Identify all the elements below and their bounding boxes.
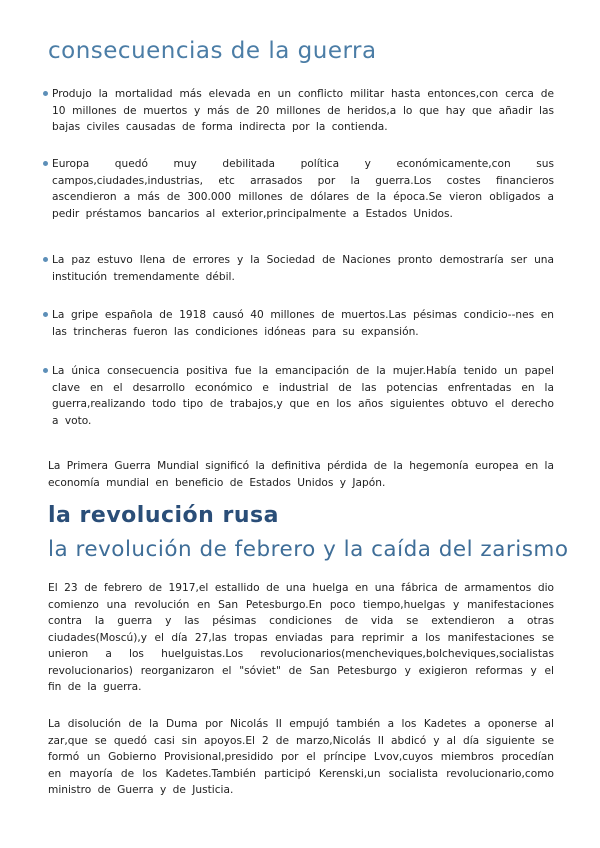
closing-paragraph: La Primera Guerra Mundial significó la definitiva pérdida de la hegemonía europea en la economía mundial en beneficio de Estados Unidos y Japón. bbox=[48, 460, 554, 489]
bullet-dot-icon bbox=[43, 257, 48, 262]
bullet-dot-icon bbox=[43, 91, 48, 96]
section-subtitle-febrero: la revolución de febrero y la caída del zarismo bbox=[48, 537, 569, 562]
bullet-item bbox=[48, 363, 554, 429]
bullet-text: Produjo la mortalidad más elevada en un conflicto militar hasta entonces,con cerca de 10 millones de muertos y más de 20 millones de heridos,a lo que hay que añadir las bajas civiles causadas de forma indirecta por la contienda. bbox=[52, 88, 554, 133]
body-paragraph: El 23 de febrero de 1917,el estallido de una huelga en una fábrica de armamentos dio comienzo una revolución en San Petesburgo.En poco tiempo,huelgas y manifestaciones contra la guerra y las pésimas condiciones de vida se extendieron a otras ciudades(Moscú),y el día 27,las tropas enviadas para reprimir a los manifestaciones se unieron a los huelguistas.Los revolucionarios(mencheviques,bolcheviques,socialistas revolucionarios) reorganizaron el "sóviet" de San Petesburgo y exigieron reformas y el fin de la guerra. bbox=[48, 582, 554, 693]
bullet-text: Europa quedó muy debilitada política y económicamente,con sus campos,ciudades,industrias, etc arrasados por la guerra.Los costes financieros ascendieron a más de 300.000 millones de dólares de la época.Se vieron obligados a pedir préstamos bancarios al exterior,principalmente a Estados Unidos. bbox=[52, 158, 554, 220]
bullet-text: La gripe española de 1918 causó 40 millones de muertos.Las pésimas condicio--nes en las trincheras fueron las condiciones idóneas para su expansión. bbox=[52, 309, 554, 338]
bullet-item bbox=[48, 86, 554, 136]
bullet-item bbox=[48, 156, 554, 222]
bullet-text: La paz estuvo llena de errores y la Sociedad de Naciones pronto demostraría ser una institución tremendamente débil. bbox=[52, 254, 554, 283]
bullet-dot-icon bbox=[43, 312, 48, 317]
bullet-text: La única consecuencia positiva fue la emancipación de la mujer.Había tenido un papel clave en el desarrollo económico e industrial de las potencias enfrentadas en la guerra,realizando todo tipo de trabajos,y que en los años siguientes obtuvo el derecho a voto. bbox=[52, 365, 554, 427]
bullet-dot-icon bbox=[43, 368, 48, 373]
body-paragraph: La disolución de la Duma por Nicolás II empujó también a los Kadetes a oponerse al zar,que se quedó casi sin apoyos.El 2 de marzo,Nicolás II abdicó y al día siguiente se formó un Gobierno Provisional,presidido por el príncipe Lvov,cuyos miembros procedían en mayoría de los Kadetes.También participó Kerenski,un socialista revolucionario,como ministro de Guerra y de Justicia. bbox=[48, 718, 554, 796]
section-title-consecuencias: consecuencias de la guerra bbox=[48, 38, 377, 64]
section-title-revolucion-rusa: la revolución rusa bbox=[48, 503, 279, 528]
bullet-dot-icon bbox=[43, 161, 48, 166]
bullet-item bbox=[48, 307, 554, 340]
bullet-item bbox=[48, 252, 554, 285]
